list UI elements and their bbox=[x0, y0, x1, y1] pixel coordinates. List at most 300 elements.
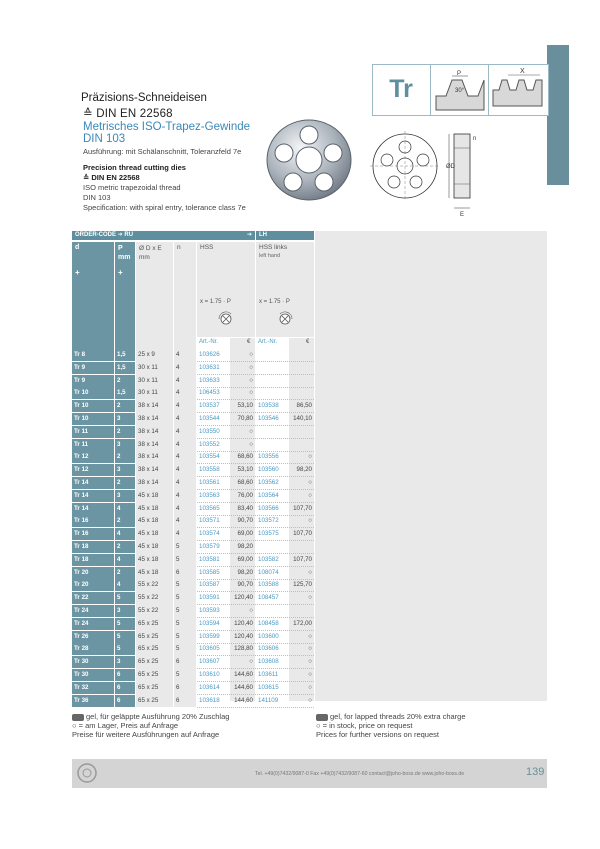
cell-art-nr-lh bbox=[256, 605, 289, 617]
cell-art-nr-lh: 103556 bbox=[258, 453, 279, 461]
notes-en bbox=[316, 712, 466, 739]
gel-badge-icon bbox=[316, 714, 328, 721]
cell-pitch: 4 bbox=[115, 503, 135, 515]
cell-art-nr-lh bbox=[256, 375, 289, 387]
table-row bbox=[72, 426, 312, 439]
cell-n: 5 bbox=[174, 618, 196, 630]
cell-dimension: 45 x 18 bbox=[136, 490, 173, 502]
cell-dimension: 65 x 25 bbox=[136, 695, 173, 707]
cell-price: 144,60 bbox=[234, 683, 253, 691]
formula-hss-lh: x = 1.75 · P bbox=[259, 299, 290, 305]
cell-price-lh bbox=[289, 541, 314, 553]
cell-art-nr: 103561 bbox=[199, 479, 220, 486]
cell-price: ○ bbox=[249, 440, 253, 448]
cell-pitch: 5 bbox=[115, 618, 135, 630]
cell-d: Tr 14 bbox=[72, 490, 114, 502]
lh-label: LH bbox=[259, 232, 267, 238]
cell-pitch: 6 bbox=[115, 695, 135, 707]
section-tab bbox=[547, 45, 569, 224]
cell-n: 4 bbox=[174, 503, 196, 515]
cell-price-lh bbox=[289, 439, 314, 451]
cell-price: 90,70 bbox=[237, 517, 253, 525]
cell-dimension: 65 x 25 bbox=[136, 631, 173, 643]
cell-n: 4 bbox=[174, 477, 196, 489]
table-row bbox=[72, 477, 312, 490]
cell-d: Tr 12 bbox=[72, 464, 114, 476]
cell-n: 6 bbox=[174, 695, 196, 707]
spiral-entry-icon bbox=[490, 66, 546, 114]
header-art-nr-lh: Art.-Nr. bbox=[258, 339, 277, 345]
cell-price: 83,40 bbox=[237, 504, 253, 512]
cell-pitch: 2 bbox=[115, 400, 135, 412]
thread-profile-icon bbox=[432, 66, 488, 114]
cell-dimension: 38 x 14 bbox=[136, 477, 173, 489]
cell-dimension: 55 x 22 bbox=[136, 592, 173, 604]
execution-de: Ausführung: mit Schälanschnitt, Toleranzfeld 7e bbox=[83, 147, 242, 156]
cell-d: Tr 11 bbox=[72, 426, 114, 438]
formula-hss: x = 1.75 · P bbox=[200, 299, 231, 305]
cell-art-nr: 103537 bbox=[199, 402, 220, 410]
cell-dimension: 55 x 22 bbox=[136, 605, 173, 617]
cell-dimension: 55 x 22 bbox=[136, 579, 173, 591]
cell-art-nr-lh: 103566 bbox=[258, 504, 279, 512]
cell-art-nr-lh bbox=[256, 387, 289, 399]
cell-price: 98,20 bbox=[237, 568, 253, 576]
cell-d: Tr 20 bbox=[72, 567, 114, 579]
cell-pitch: 5 bbox=[115, 631, 135, 643]
cell-pitch: 2 bbox=[115, 477, 135, 489]
cell-dimension: 38 x 14 bbox=[136, 464, 173, 476]
table-row bbox=[72, 541, 312, 554]
box-divider bbox=[430, 64, 431, 116]
cell-art-nr: 103614 bbox=[199, 683, 220, 691]
cell-dimension: 65 x 25 bbox=[136, 682, 173, 694]
cell-dimension: 65 x 25 bbox=[136, 669, 173, 681]
table-row bbox=[72, 592, 312, 605]
cell-pitch: 6 bbox=[115, 669, 135, 681]
cell-art-nr-lh bbox=[256, 426, 289, 438]
cell-pitch: 2 bbox=[115, 515, 135, 527]
cell-price: 69,00 bbox=[237, 530, 253, 538]
cell-n: 5 bbox=[174, 631, 196, 643]
box-divider bbox=[488, 64, 489, 116]
table-row bbox=[72, 605, 312, 618]
table-row bbox=[72, 387, 312, 400]
cell-pitch: 4 bbox=[115, 554, 135, 566]
cell-art-nr: 103574 bbox=[199, 530, 220, 538]
cell-pitch: 3 bbox=[115, 605, 135, 617]
cell-dimension: 38 x 14 bbox=[136, 413, 173, 425]
cell-n: 4 bbox=[174, 515, 196, 527]
line-en-1: ISO metric trapezoidal thread bbox=[83, 183, 181, 192]
cell-price: 53,10 bbox=[237, 466, 253, 474]
header-hss-lh: HSS links bbox=[259, 244, 288, 251]
cell-dimension: 65 x 25 bbox=[136, 656, 173, 668]
empty-area bbox=[315, 231, 547, 701]
cell-n: 5 bbox=[174, 643, 196, 655]
cell-d: Tr 32 bbox=[72, 682, 114, 694]
cell-dimension: 45 x 18 bbox=[136, 554, 173, 566]
cell-price-lh: ○ bbox=[308, 658, 312, 666]
cell-price-lh: ○ bbox=[308, 671, 312, 678]
cell-art-nr: 103587 bbox=[199, 581, 220, 589]
cell-pitch: 2 bbox=[115, 451, 135, 463]
plus-d: + bbox=[75, 268, 80, 277]
cell-n: 5 bbox=[174, 669, 196, 681]
cell-art-nr: 103550 bbox=[199, 427, 220, 435]
table-row bbox=[72, 618, 312, 631]
cell-price: 68,60 bbox=[237, 453, 253, 461]
lh-band bbox=[256, 231, 314, 240]
cell-n: 4 bbox=[174, 375, 196, 387]
line-en-3: Specification: with spiral entry, tolerance class 7e bbox=[83, 203, 246, 212]
cell-n: 4 bbox=[174, 387, 196, 399]
cell-dimension: 38 x 14 bbox=[136, 439, 173, 451]
cell-price: 128,80 bbox=[234, 645, 253, 653]
cell-art-nr: 103594 bbox=[199, 619, 220, 627]
table-row bbox=[72, 451, 312, 464]
cell-price-lh: ○ bbox=[308, 517, 312, 525]
cell-art-nr: 103599 bbox=[199, 632, 220, 640]
cell-price: ○ bbox=[249, 351, 253, 358]
cell-price: 90,70 bbox=[237, 581, 253, 589]
cell-art-nr: 103605 bbox=[199, 645, 220, 653]
cell-art-nr-lh bbox=[256, 541, 289, 553]
cell-art-nr-lh bbox=[256, 349, 289, 361]
table-row bbox=[72, 682, 312, 695]
cell-price: ○ bbox=[249, 427, 253, 435]
note-en-2: ○ = in stock, price on request bbox=[316, 721, 413, 730]
cell-art-nr-lh: 108074 bbox=[258, 568, 279, 576]
cell-n: 4 bbox=[174, 464, 196, 476]
x-label: X bbox=[520, 68, 525, 75]
cell-n: 4 bbox=[174, 451, 196, 463]
table-row bbox=[72, 439, 312, 452]
cell-price-lh: ○ bbox=[308, 645, 312, 653]
cell-price-lh bbox=[289, 387, 314, 399]
table-row bbox=[72, 375, 312, 388]
cell-art-nr: 103626 bbox=[199, 351, 220, 358]
cell-art-nr-lh: 103611 bbox=[258, 671, 279, 678]
cell-n: 4 bbox=[174, 400, 196, 412]
rotation-left-icon bbox=[276, 310, 294, 328]
cell-pitch: 3 bbox=[115, 656, 135, 668]
cell-price: 53,10 bbox=[237, 402, 253, 410]
table-row bbox=[72, 579, 312, 592]
cell-price-lh: 172,00 bbox=[293, 619, 312, 627]
cell-price-lh bbox=[289, 605, 314, 617]
arrow-icon: ➔ bbox=[246, 232, 252, 238]
cell-art-nr-lh: 141109 bbox=[258, 696, 279, 704]
cell-d: Tr 30 bbox=[72, 669, 114, 681]
cell-price-lh: 86,50 bbox=[296, 402, 312, 410]
note-en-3: Prices for further versions on request bbox=[316, 730, 439, 739]
cell-dimension: 30 x 11 bbox=[136, 375, 173, 387]
cell-n: 5 bbox=[174, 605, 196, 617]
cell-art-nr-lh bbox=[256, 439, 289, 451]
table-row bbox=[72, 631, 312, 644]
cell-dimension: 30 x 11 bbox=[136, 387, 173, 399]
cell-n: 4 bbox=[174, 439, 196, 451]
subtitle-de-2: DIN 103 bbox=[83, 133, 126, 145]
cell-price-lh: 107,70 bbox=[293, 555, 312, 563]
cell-dimension: 45 x 18 bbox=[136, 541, 173, 553]
cell-pitch: 3 bbox=[115, 413, 135, 425]
cell-art-nr: 103579 bbox=[199, 543, 220, 550]
cell-n: 6 bbox=[174, 682, 196, 694]
cell-art-nr: 103607 bbox=[199, 658, 220, 666]
header-p: P mm bbox=[118, 245, 131, 261]
cell-pitch: 1,5 bbox=[115, 387, 135, 399]
cell-pitch: 2 bbox=[115, 541, 135, 553]
cell-price: 144,60 bbox=[234, 696, 253, 704]
cell-price-lh bbox=[289, 362, 314, 374]
cell-dimension: 45 x 18 bbox=[136, 567, 173, 579]
cell-d: Tr 24 bbox=[72, 605, 114, 617]
cell-price-lh: 98,20 bbox=[296, 466, 312, 474]
cell-price: 76,00 bbox=[237, 491, 253, 499]
cell-dimension: 65 x 25 bbox=[136, 618, 173, 630]
page-title: Präzisions-Schneideisen bbox=[81, 92, 207, 104]
cell-d: Tr 10 bbox=[72, 400, 114, 412]
cell-n: 6 bbox=[174, 656, 196, 668]
cell-price-lh: ○ bbox=[308, 696, 312, 704]
page-number: 139 bbox=[526, 766, 545, 778]
header-hss-lh-sub: left hand bbox=[259, 253, 281, 259]
cell-art-nr-lh: 103608 bbox=[258, 658, 279, 666]
footer-contact: Tel. +49(0)7432/9087-0 Fax +49(0)7432/9087-60 contact@joho-boss.de www.joho-boss.de bbox=[255, 771, 465, 777]
cell-art-nr: 103554 bbox=[199, 453, 220, 461]
standard-de: ≙ DIN EN 22568 bbox=[83, 108, 173, 120]
cell-art-nr: 103618 bbox=[199, 696, 220, 704]
cell-price-lh: ○ bbox=[308, 568, 312, 576]
cell-dimension: 38 x 14 bbox=[136, 426, 173, 438]
cell-art-nr-lh: 103600 bbox=[258, 632, 279, 640]
cell-pitch: 2 bbox=[115, 375, 135, 387]
section-tab-label: Tr bbox=[551, 213, 561, 224]
cell-dimension: 30 x 11 bbox=[136, 362, 173, 374]
notes-de bbox=[72, 712, 229, 739]
cell-pitch: 2 bbox=[115, 567, 135, 579]
cell-n: 4 bbox=[174, 362, 196, 374]
cell-price-lh: ○ bbox=[308, 683, 312, 691]
cell-d: Tr 26 bbox=[72, 631, 114, 643]
cell-price: 120,40 bbox=[234, 632, 253, 640]
table-row bbox=[72, 464, 312, 477]
cell-pitch: 2 bbox=[115, 426, 135, 438]
cell-price: ○ bbox=[249, 658, 253, 666]
header-d: d bbox=[75, 244, 80, 251]
cell-d: Tr 12 bbox=[72, 451, 114, 463]
cell-price-lh: 107,70 bbox=[293, 504, 312, 512]
cell-art-nr-lh: 103615 bbox=[258, 683, 279, 691]
title-en: Precision thread cutting dies bbox=[83, 163, 186, 172]
cell-price-lh: 107,70 bbox=[293, 530, 312, 538]
cell-pitch: 6 bbox=[115, 682, 135, 694]
cell-art-nr: 103544 bbox=[199, 415, 220, 422]
cell-n: 5 bbox=[174, 541, 196, 553]
cell-art-nr: 103581 bbox=[199, 555, 220, 563]
cell-price: 70,80 bbox=[237, 415, 253, 422]
cell-d: Tr 16 bbox=[72, 528, 114, 540]
cell-pitch: 3 bbox=[115, 464, 135, 476]
cell-art-nr: 103633 bbox=[199, 376, 220, 384]
cell-d: Tr 8 bbox=[72, 349, 114, 361]
cell-n: 5 bbox=[174, 579, 196, 591]
cell-art-nr-lh: 103588 bbox=[258, 581, 279, 589]
note-de-3: Preise für weitere Ausführungen auf Anfrage bbox=[72, 730, 220, 739]
cell-art-nr-lh: 108457 bbox=[258, 594, 279, 602]
cell-dimension: 25 x 9 bbox=[136, 349, 173, 361]
cell-d: Tr 9 bbox=[72, 362, 114, 374]
thread-type-label: Tr bbox=[389, 75, 413, 103]
note-de-1: gel, für geläppte Ausführung 20% Zuschlag bbox=[86, 712, 230, 721]
cell-pitch: 4 bbox=[115, 528, 135, 540]
cell-d: Tr 11 bbox=[72, 439, 114, 451]
cell-price: ○ bbox=[249, 389, 253, 397]
pitch-label: P bbox=[457, 71, 462, 77]
cell-price: 120,40 bbox=[234, 619, 253, 627]
cell-d: Tr 9 bbox=[72, 375, 114, 387]
cell-price-lh: ○ bbox=[308, 453, 312, 461]
table-row bbox=[72, 400, 312, 413]
header-n: n bbox=[177, 244, 181, 251]
cell-art-nr-lh: 103546 bbox=[258, 415, 279, 422]
table-row bbox=[72, 528, 312, 541]
subtitle-de bbox=[83, 121, 250, 145]
cell-art-nr-lh: 103562 bbox=[258, 479, 279, 486]
cell-d: Tr 28 bbox=[72, 643, 114, 655]
cell-price-lh: 140,10 bbox=[293, 415, 312, 422]
table-row bbox=[72, 695, 312, 708]
cell-d: Tr 20 bbox=[72, 579, 114, 591]
cell-art-nr-lh: 103564 bbox=[258, 491, 279, 499]
cell-d: Tr 18 bbox=[72, 554, 114, 566]
table-row bbox=[72, 349, 312, 362]
cell-n: 6 bbox=[174, 567, 196, 579]
table-row bbox=[72, 669, 312, 682]
cell-price-lh bbox=[289, 375, 314, 387]
cell-d: Tr 10 bbox=[72, 387, 114, 399]
width-label: E bbox=[460, 212, 465, 218]
die-photo bbox=[262, 113, 356, 207]
rotation-right-icon bbox=[217, 310, 235, 328]
table-row bbox=[72, 567, 312, 580]
row-divider bbox=[197, 707, 314, 708]
header-dim: Ø D x E mm bbox=[139, 245, 162, 261]
order-code-band bbox=[72, 231, 255, 240]
header-art-nr: Art.-Nr. bbox=[199, 339, 218, 345]
cell-pitch: 1,5 bbox=[115, 349, 135, 361]
cell-price: ○ bbox=[249, 363, 253, 371]
cell-pitch: 5 bbox=[115, 592, 135, 604]
standard-en: ≙ DIN EN 22568 bbox=[83, 173, 140, 182]
cell-price-lh: ○ bbox=[308, 479, 312, 486]
diameter-label: ØD bbox=[446, 164, 455, 170]
cell-art-nr: 103585 bbox=[199, 568, 220, 576]
cell-art-nr: 103610 bbox=[199, 671, 220, 678]
cell-price-lh: 125,70 bbox=[293, 581, 312, 589]
cell-price-lh bbox=[289, 426, 314, 438]
company-logo-icon bbox=[76, 762, 98, 784]
cell-art-nr: 103552 bbox=[199, 440, 220, 448]
cell-price: 144,60 bbox=[234, 671, 253, 678]
subtitle-de-1: Metrisches ISO-Trapez-Gewinde bbox=[83, 121, 251, 133]
cell-d: Tr 10 bbox=[72, 413, 114, 425]
note-en-1: gel, for lapped threads 20% extra charge bbox=[330, 712, 466, 721]
die-side-view-drawing bbox=[446, 128, 486, 218]
cell-art-nr: 103558 bbox=[199, 466, 220, 474]
cell-d: Tr 24 bbox=[72, 618, 114, 630]
description-en bbox=[83, 183, 246, 213]
cell-art-nr-lh: 103575 bbox=[258, 530, 279, 538]
cell-price-lh: ○ bbox=[308, 491, 312, 499]
cell-price-lh bbox=[289, 349, 314, 361]
table-row bbox=[72, 515, 312, 528]
table-row bbox=[72, 413, 312, 426]
cell-pitch: 5 bbox=[115, 643, 135, 655]
cell-art-nr-lh: 103582 bbox=[258, 555, 279, 563]
cell-price: 69,00 bbox=[237, 555, 253, 563]
table-row bbox=[72, 503, 312, 516]
cell-art-nr-lh: 103606 bbox=[258, 645, 279, 653]
cell-price: ○ bbox=[249, 607, 253, 614]
cell-n: 4 bbox=[174, 528, 196, 540]
cell-art-nr-lh: 103538 bbox=[258, 402, 279, 410]
cell-dimension: 38 x 14 bbox=[136, 451, 173, 463]
cell-art-nr: 103563 bbox=[199, 491, 220, 499]
cell-dimension: 45 x 18 bbox=[136, 528, 173, 540]
line-en-2: DIN 103 bbox=[83, 193, 111, 202]
gel-badge-icon bbox=[72, 714, 84, 721]
cell-art-nr: 103571 bbox=[199, 517, 220, 525]
cell-price: 98,20 bbox=[237, 543, 253, 550]
table-row bbox=[72, 656, 312, 669]
cell-d: Tr 16 bbox=[72, 515, 114, 527]
table-row bbox=[72, 362, 312, 375]
cell-pitch: 1,5 bbox=[115, 362, 135, 374]
cell-art-nr: 103565 bbox=[199, 504, 220, 512]
header-hss: HSS bbox=[200, 244, 214, 251]
cell-d: Tr 14 bbox=[72, 477, 114, 489]
note-de-2: ○ = am Lager, Preis auf Anfrage bbox=[72, 721, 179, 730]
cell-n: 5 bbox=[174, 554, 196, 566]
col-d-header bbox=[72, 242, 114, 349]
cell-d: Tr 14 bbox=[72, 503, 114, 515]
cell-d: Tr 18 bbox=[72, 541, 114, 553]
order-code-label: ORDER-CODE ➔ RU bbox=[75, 232, 134, 238]
cell-pitch: 3 bbox=[115, 490, 135, 502]
table-row bbox=[72, 554, 312, 567]
cell-art-nr-lh: 103560 bbox=[258, 466, 279, 474]
cell-price: 68,60 bbox=[237, 479, 253, 486]
cell-dimension: 65 x 25 bbox=[136, 643, 173, 655]
cell-art-nr-lh: 103572 bbox=[258, 517, 279, 525]
header-eur: € bbox=[247, 339, 251, 345]
cell-price-lh: ○ bbox=[308, 632, 312, 640]
cell-pitch: 4 bbox=[115, 579, 135, 591]
cell-price-lh: ○ bbox=[308, 594, 312, 602]
cell-dimension: 38 x 14 bbox=[136, 400, 173, 412]
cell-d: Tr 30 bbox=[72, 656, 114, 668]
angle-label: 30° bbox=[455, 88, 465, 94]
cell-pitch: 3 bbox=[115, 439, 135, 451]
cell-art-nr: 106453 bbox=[199, 389, 220, 397]
cell-art-nr: 103591 bbox=[199, 594, 220, 602]
cell-art-nr-lh: 108458 bbox=[258, 619, 279, 627]
cell-d: Tr 36 bbox=[72, 695, 114, 707]
table-row bbox=[72, 643, 312, 656]
